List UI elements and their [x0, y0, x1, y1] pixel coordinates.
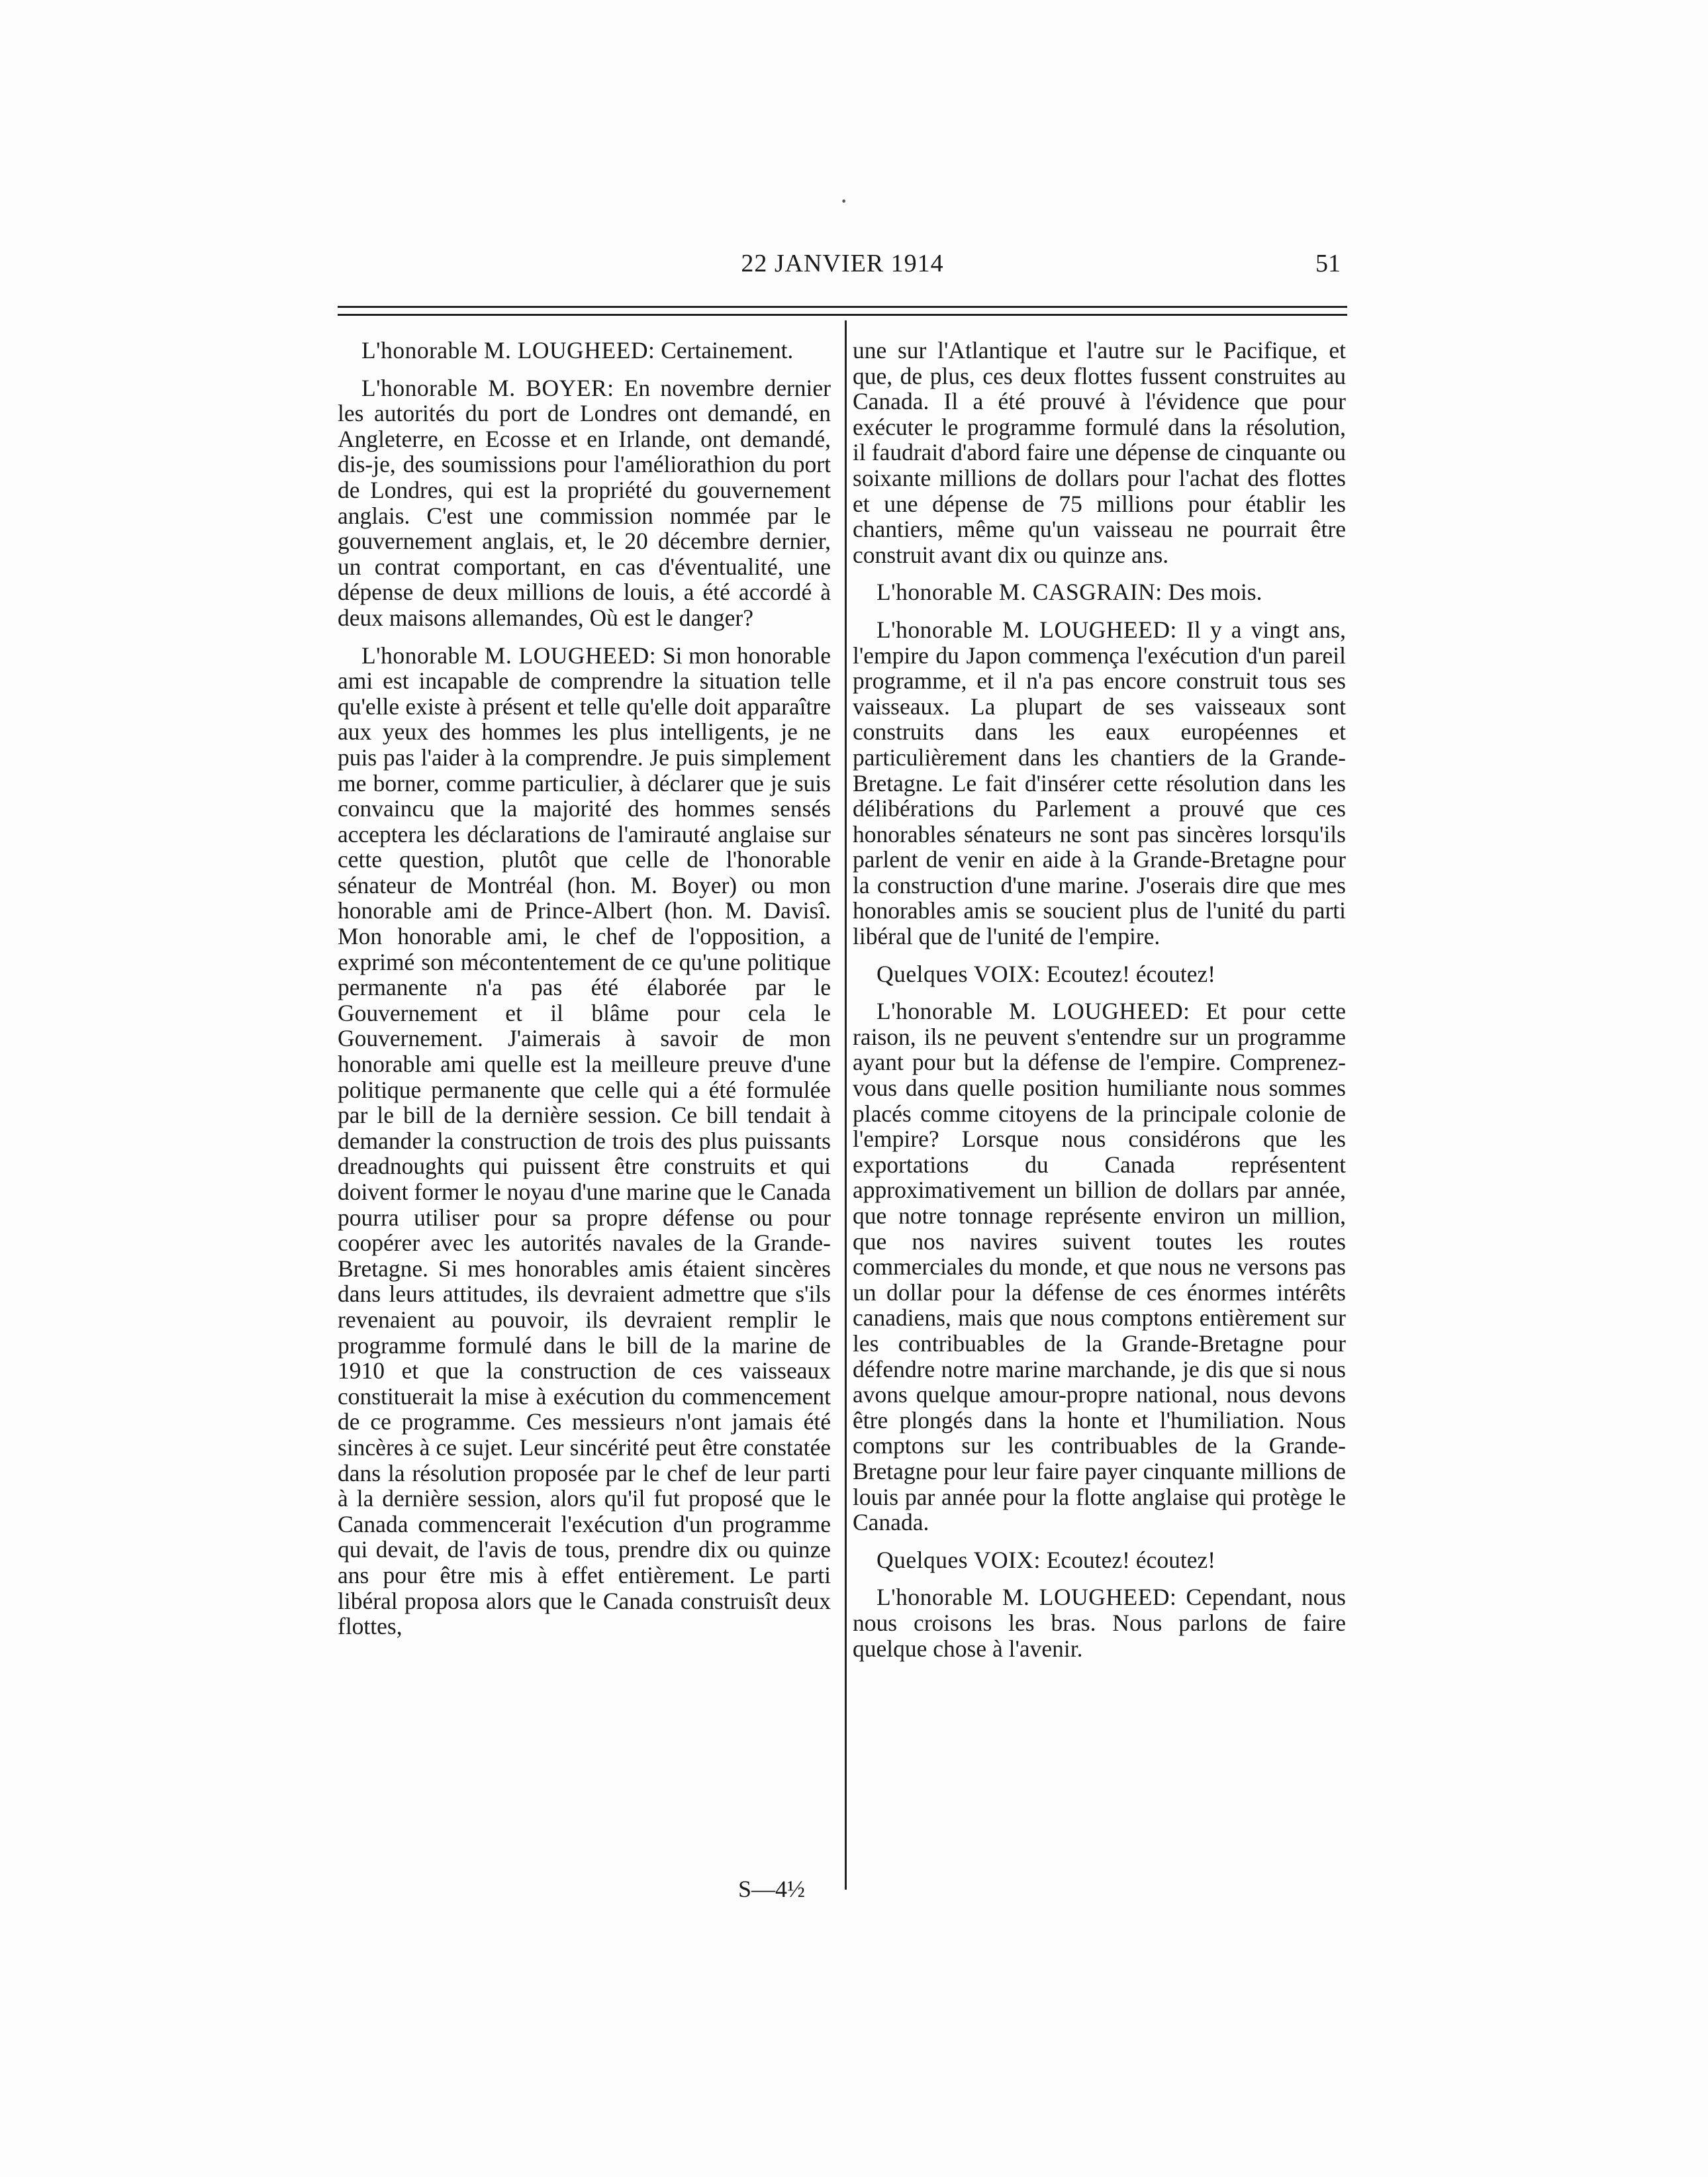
paragraph	[338, 375, 831, 631]
page-header	[338, 249, 1347, 289]
paragraph-continued	[853, 338, 1346, 567]
speaker: L'honorable M. LOUGHEED:	[877, 1584, 1177, 1611]
paragraph	[338, 643, 831, 1639]
speech-text: En novembre dernier les autorités du port de Londres ont demandé, en Angleterre, en Ecosse et en Irlande, ont demandé, dis-je, des soumissions pour l'améliorathion du port de Londres, qui est la propriété du gouvernement anglais. C'est une commission nommée par le gouvernement anglais, et, le 20 décembre dernier, un contrat comportant, en cas d'éventualité, une dépense de deux millions de louis, a été accordé à deux maisons allemandes, Où est le danger?	[338, 374, 831, 631]
speech-text: Cependant, nous nous croisons les bras. Nous parlons de faire quelque chose à l'avenir.	[853, 1584, 1346, 1662]
speaker: L'honorable M. LOUGHEED:	[361, 337, 655, 363]
speech-text: Ecoutez! écoutez!	[1040, 960, 1216, 987]
page-number: 51	[1315, 250, 1341, 277]
paragraph	[853, 617, 1346, 949]
paragraph	[853, 961, 1346, 987]
paragraph	[853, 1584, 1346, 1661]
paragraph	[338, 338, 831, 363]
left-column	[338, 338, 831, 1651]
paragraph	[853, 579, 1346, 605]
speech-text: Il y a vingt ans, l'empire du Japon commença l'exécution d'un pareil programme, et il n'a pas encore construit tous ses vaisseaux. La plupart de ses vaisseaux sont construits dans les eaux européennes et particulièrement dans les chantiers de la Grande-Bretagne. Le fait d'insérer cette résolution dans les délibérations du Parlement a prouvé que ces honorables sénateurs ne sont pas sincères lorsqu'ils parlent de venir en aide à la Grande-Bretagne pour la construction d'une marine. J'oserais dire que mes honorables amis se soucient plus de l'unité du parti libéral que de l'unité de l'empire.	[853, 616, 1346, 950]
speech-text: Et pour cette raison, ils ne peuvent s'entendre sur un programme ayant pour but la défense de l'empire. Comprenez-vous dans quelle position humiliante nous sommes placés comme citoyens de la principale colonie de l'empire? Lorsque nous considérons que les exportations du Canada représentent approximativement un billion de dollars par année, que notre tonnage représente environ un million, que nos navires suivent toutes les routes commerciales du monde, et que nous ne versons pas un dollar pour la défense de ces énormes intérêts canadiens, mais que nous comptons entièrement sur les contribuables de la Grande-Bretagne pour défendre notre marine marchande, je dis que si nous avons quelque amour-propre national, nous devons être plongés dans la honte et l'humiliation. Nous comptons sur les contribuables de la Grande-Bretagne pour leur faire payer cinquante millions de louis par année pour la flotte anglaise qui protège le Canada.	[853, 998, 1346, 1536]
speech-text: Des mois.	[1162, 579, 1262, 606]
header-date: 22 JANVIER 1914	[741, 250, 944, 277]
speech-text: Si mon honorable ami est incapable de comprendre la situation telle qu'elle existe à présent et telle qu'elle doit apparaître aux yeux des hommes les plus intelligents, je ne puis pas l'aider à la comprendre. Je puis simplement me borner, comme particulier, à déclarer que je suis convaincu que la majorité des hommes sensés acceptera les déclarations de l'amirauté anglaise sur cette question, plutôt que celle de l'honorable sénateur de Montréal (hon. M. Boyer) ou mon honorable ami de Prince-Albert (hon. M. Davisî. Mon honorable ami, le chef de l'opposition, a exprimé son mécontentement de ce qu'une politique permanente n'a pas été élaborée par le Gouvernement et il blâme pour cela le Gouvernement. J'aimerais à savoir de mon honorable ami quelle est la meilleure preuve d'une politique permanente que celle qui a été formulée par le bill de la dernière session. Ce bill tendait à demander la construction de trois des plus puissants dreadnoughts qui puissent être construits et qui doivent former le noyau d'une marine que le Canada pourra utiliser pour sa propre défense ou pour coopérer avec les autorités navales de la Grande-Bretagne. Si mes honorables amis étaient sincères dans leurs attitudes, ils devraient admettre que s'ils revenaient au pouvoir, ils devraient remplir le programme formulé dans le bill de la marine de 1910 et que la construction de ces vaisseaux constituerait la mise à exécution du commencement de ce programme. Ces messieurs n'ont jamais été sincères à ce sujet. Leur sincérité peut être constatée dans la résolution proposée par le chef de leur parti à la dernière session, alors qu'il fut proposé que le Canada commencerait l'exécution d'un programme qui devait, de l'avis de tous, prendre dix ou quinze ans pour être mis à effet entièrement. Le parti libéral proposa alors que le Canada construisît deux flottes,	[338, 642, 831, 1640]
speech-text: Certainement.	[655, 337, 794, 363]
paragraph	[853, 1547, 1346, 1573]
paragraph	[853, 998, 1346, 1535]
top-mark: ·	[839, 186, 849, 216]
rule-bottom	[338, 314, 1347, 316]
speaker: L'honorable M. BOYER:	[361, 374, 614, 401]
speaker: Quelques VOIX:	[877, 1546, 1041, 1573]
rule-top	[338, 306, 1347, 308]
speech-text: une sur l'Atlantique et l'autre sur le Pacifique, et que, de plus, ces deux flottes fussent construites au Canada. Il a été prouvé à l'évidence que pour exécuter le programme formulé dans la résolution, il faudrait d'abord faire une dépense de cinquante ou soixante millions de dollars pour l'achat des flottes et une dépense de 75 millions pour établir les chantiers, même qu'un vaisseau ne pourrait être construit avant dix ou quinze ans.	[853, 337, 1346, 568]
speaker: Quelques VOIX:	[877, 960, 1041, 987]
speaker: L'honorable M. CASGRAIN:	[877, 579, 1162, 606]
speaker: L'honorable M. LOUGHEED:	[361, 642, 657, 669]
column-divider	[845, 320, 847, 1890]
header-rules	[338, 306, 1347, 320]
right-column	[853, 338, 1346, 1673]
speech-text: Ecoutez! écoutez!	[1040, 1546, 1216, 1573]
speaker: L'honorable M. LOUGHEED:	[877, 998, 1190, 1025]
speaker: L'honorable M. LOUGHEED:	[877, 616, 1177, 643]
signature-mark: S—4½	[738, 1876, 806, 1902]
